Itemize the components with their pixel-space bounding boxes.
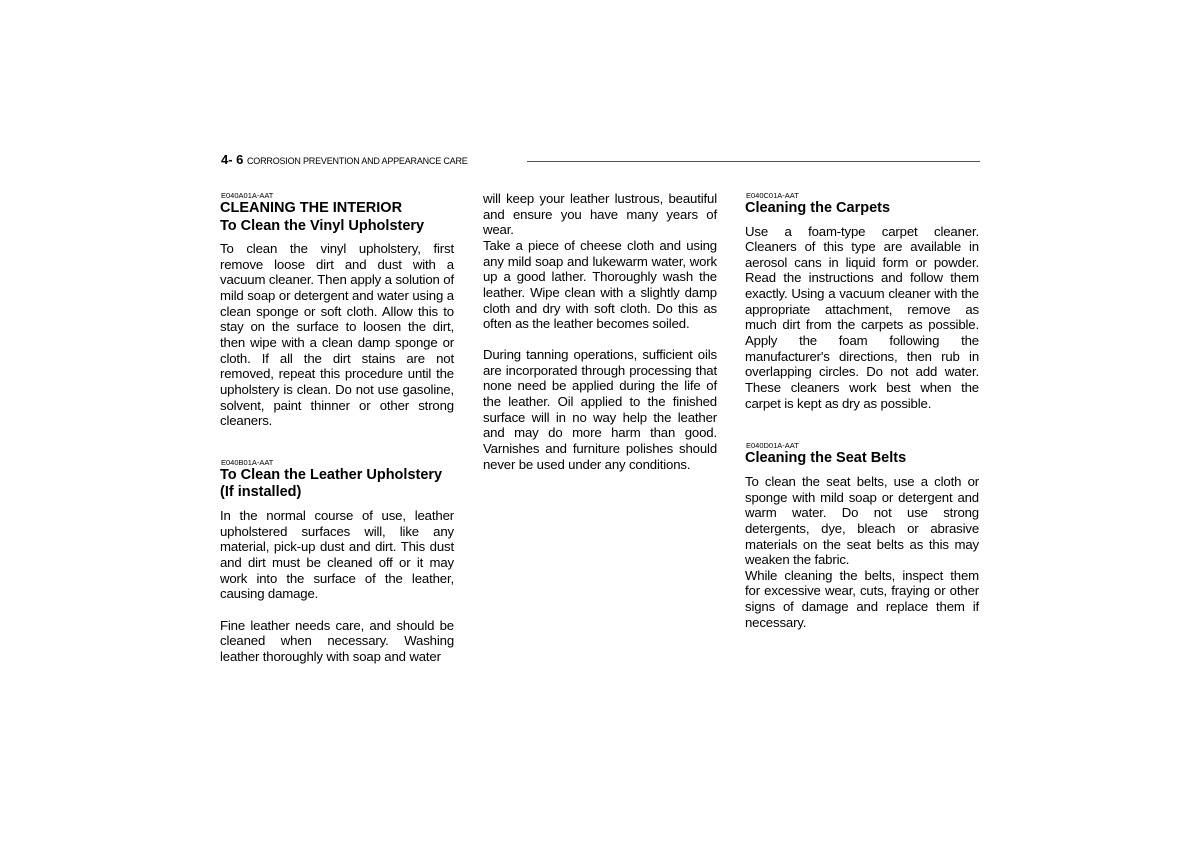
heading-cleaning-seat-belts: Cleaning the Seat Belts [745,450,907,467]
column-right [745,191,979,630]
column-left [220,191,454,665]
paragraph: In the normal course of use, leather upholstered surfaces will, like any material, pick-up dust and dirt. This dust and dirt must be cleaned off or it may work into the surface of the leather, causing damage. [220,507,454,602]
header-rule [527,161,980,162]
paragraph: To clean the vinyl upholstery, first remove loose dirt and dust with a vacuum cleaner. Then apply a solution of mild soap or detergent and water using a clean sponge or soft cloth. Allow this to stay on the surface to loosen the dirt, then wipe with a clean damp sponge or cloth. If all the dirt stains are not removed, repeat this procedure until the upholstery is clean. Do not use gasoline, solvent, paint thinner or other strong cleaners. [220,241,454,429]
paragraph: Use a foam-type carpet cleaner. Cleaners of this type are available in aerosol cans in liquid form or powder. Read the instructions and follow them exactly. Using a vacuum cleaner with the appropriate attachment, remove as much dirt from the carpets as possible. Apply the foam following the manufacturer's directions, then rub in overlapping circles. Do not add water. These cleaners work best when the carpet is kept as dry as possible. [745,223,979,411]
paragraph: Fine leather needs care, and should be cleaned when necessary. Washing leather thoroughly with soap and water [220,617,454,665]
paragraph: To clean the seat belts, use a cloth or sponge with mild soap or detergent and warm water. Do not use strong detergents, dye, bleach or abrasive materials on the seat belts as this may weaken the fabric. [745,473,979,568]
paragraph: will keep your leather lustrous, beautiful and ensure you have many years of wear. [483,191,717,238]
paragraph: While cleaning the belts, inspect them for excessive wear, cuts, fraying or other signs of damage and replace them if necessary. [745,567,979,630]
heading-cleaning-carpets: Cleaning the Carpets [745,200,891,216]
paragraph: During tanning operations, sufficient oils are incorporated through processing that none need be applied during the life of the leather. Oil applied to the finished surface will in no way help the leather and may do more harm than good. Varnishes and furniture polishes should never be used under any conditions. [483,346,717,472]
heading-leather-upholstery: To Clean the Leather Upholstery [220,466,443,483]
section-code: E040B01A-AAT [221,457,274,467]
page-header [221,152,981,172]
heading-cleaning-interior: CLEANING THE INTERIOR [220,200,403,216]
page-number: 4- 6 [221,152,244,167]
column-middle [483,191,717,472]
heading-if-installed: (If installed) [220,484,302,501]
heading-vinyl-upholstery: To Clean the Vinyl Upholstery [220,217,425,234]
paragraph: Take a piece of cheese cloth and using any mild soap and lukewarm water, work up a good lather. Thoroughly wash the leather. Wipe clean with a slightly damp cloth and dry with soft cloth. Do this as often as the leather becomes soiled. [483,237,717,332]
section-code: E040C01A-AAT [746,191,799,200]
section-code: E040D01A-AAT [746,441,799,451]
section-title: CORROSION PREVENTION AND APPEARANCE CARE [247,156,468,166]
section-code: E040A01A-AAT [221,191,274,200]
